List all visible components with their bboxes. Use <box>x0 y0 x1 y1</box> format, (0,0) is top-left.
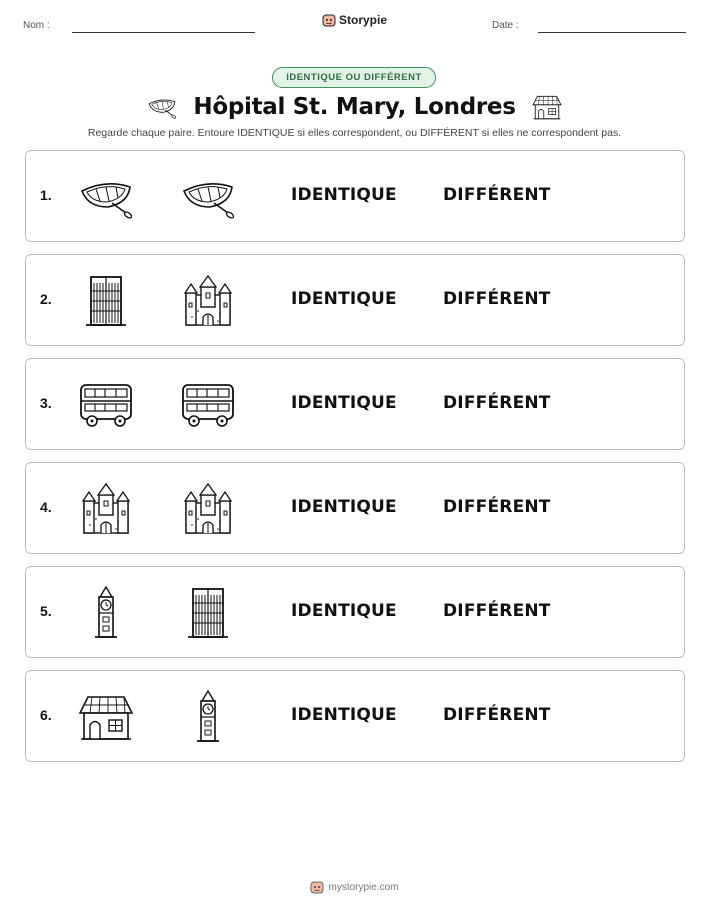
brand-name: Storypie <box>338 13 387 27</box>
clock-tower-icon <box>180 689 236 745</box>
question-number: 2. <box>40 291 52 307</box>
footer <box>0 880 709 897</box>
instructions: Regarde chaque paire. Entoure IDENTIQUE si elles correspondent, ou DIFFÉRENT si elles ne correspondent pas. <box>87 127 622 139</box>
question-row <box>25 358 685 450</box>
office-building-icon <box>78 273 134 329</box>
option-different[interactable]: DIFFÉRENT <box>443 705 551 725</box>
name-label: Nom : <box>23 20 50 31</box>
question-row <box>25 150 685 242</box>
option-different[interactable]: DIFFÉRENT <box>443 393 551 413</box>
date-label: Date : <box>492 20 519 31</box>
question-row <box>25 566 685 658</box>
option-identique[interactable]: IDENTIQUE <box>291 497 397 517</box>
option-different[interactable]: DIFFÉRENT <box>443 601 551 621</box>
office-building-icon <box>180 585 236 641</box>
house-icon <box>78 689 134 745</box>
option-different[interactable]: DIFFÉRENT <box>443 497 551 517</box>
option-identique[interactable]: IDENTIQUE <box>291 601 397 621</box>
option-different[interactable]: DIFFÉRENT <box>443 289 551 309</box>
double-decker-bus-icon <box>180 377 236 433</box>
castle-icon <box>180 273 236 329</box>
option-identique[interactable]: IDENTIQUE <box>291 393 397 413</box>
title-row <box>0 90 709 124</box>
boat-icon <box>145 92 179 122</box>
footer-url: mystorypie.com <box>328 881 399 893</box>
question-row <box>25 254 685 346</box>
clock-tower-icon <box>78 585 134 641</box>
activity-badge: IDENTIQUE OU DIFFÉRENT <box>272 67 436 88</box>
question-number: 6. <box>40 707 52 723</box>
storypie-logo-icon <box>310 880 324 894</box>
boat-icon <box>180 169 236 225</box>
question-row <box>25 670 685 762</box>
house-icon <box>530 92 564 122</box>
option-different[interactable]: DIFFÉRENT <box>443 185 551 205</box>
brand-header <box>0 13 709 30</box>
option-identique[interactable]: IDENTIQUE <box>291 705 397 725</box>
question-number: 1. <box>40 187 52 203</box>
option-identique[interactable]: IDENTIQUE <box>291 289 397 309</box>
double-decker-bus-icon <box>78 377 134 433</box>
question-number: 4. <box>40 499 52 515</box>
option-identique[interactable]: IDENTIQUE <box>291 185 397 205</box>
boat-icon <box>78 169 134 225</box>
date-field[interactable] <box>538 32 686 33</box>
question-number: 5. <box>40 603 52 619</box>
page-title: Hôpital St. Mary, Londres <box>193 94 516 120</box>
storypie-logo-icon <box>322 13 336 27</box>
castle-icon <box>180 481 236 537</box>
name-field[interactable] <box>72 32 255 33</box>
question-row <box>25 462 685 554</box>
castle-icon <box>78 481 134 537</box>
question-number: 3. <box>40 395 52 411</box>
